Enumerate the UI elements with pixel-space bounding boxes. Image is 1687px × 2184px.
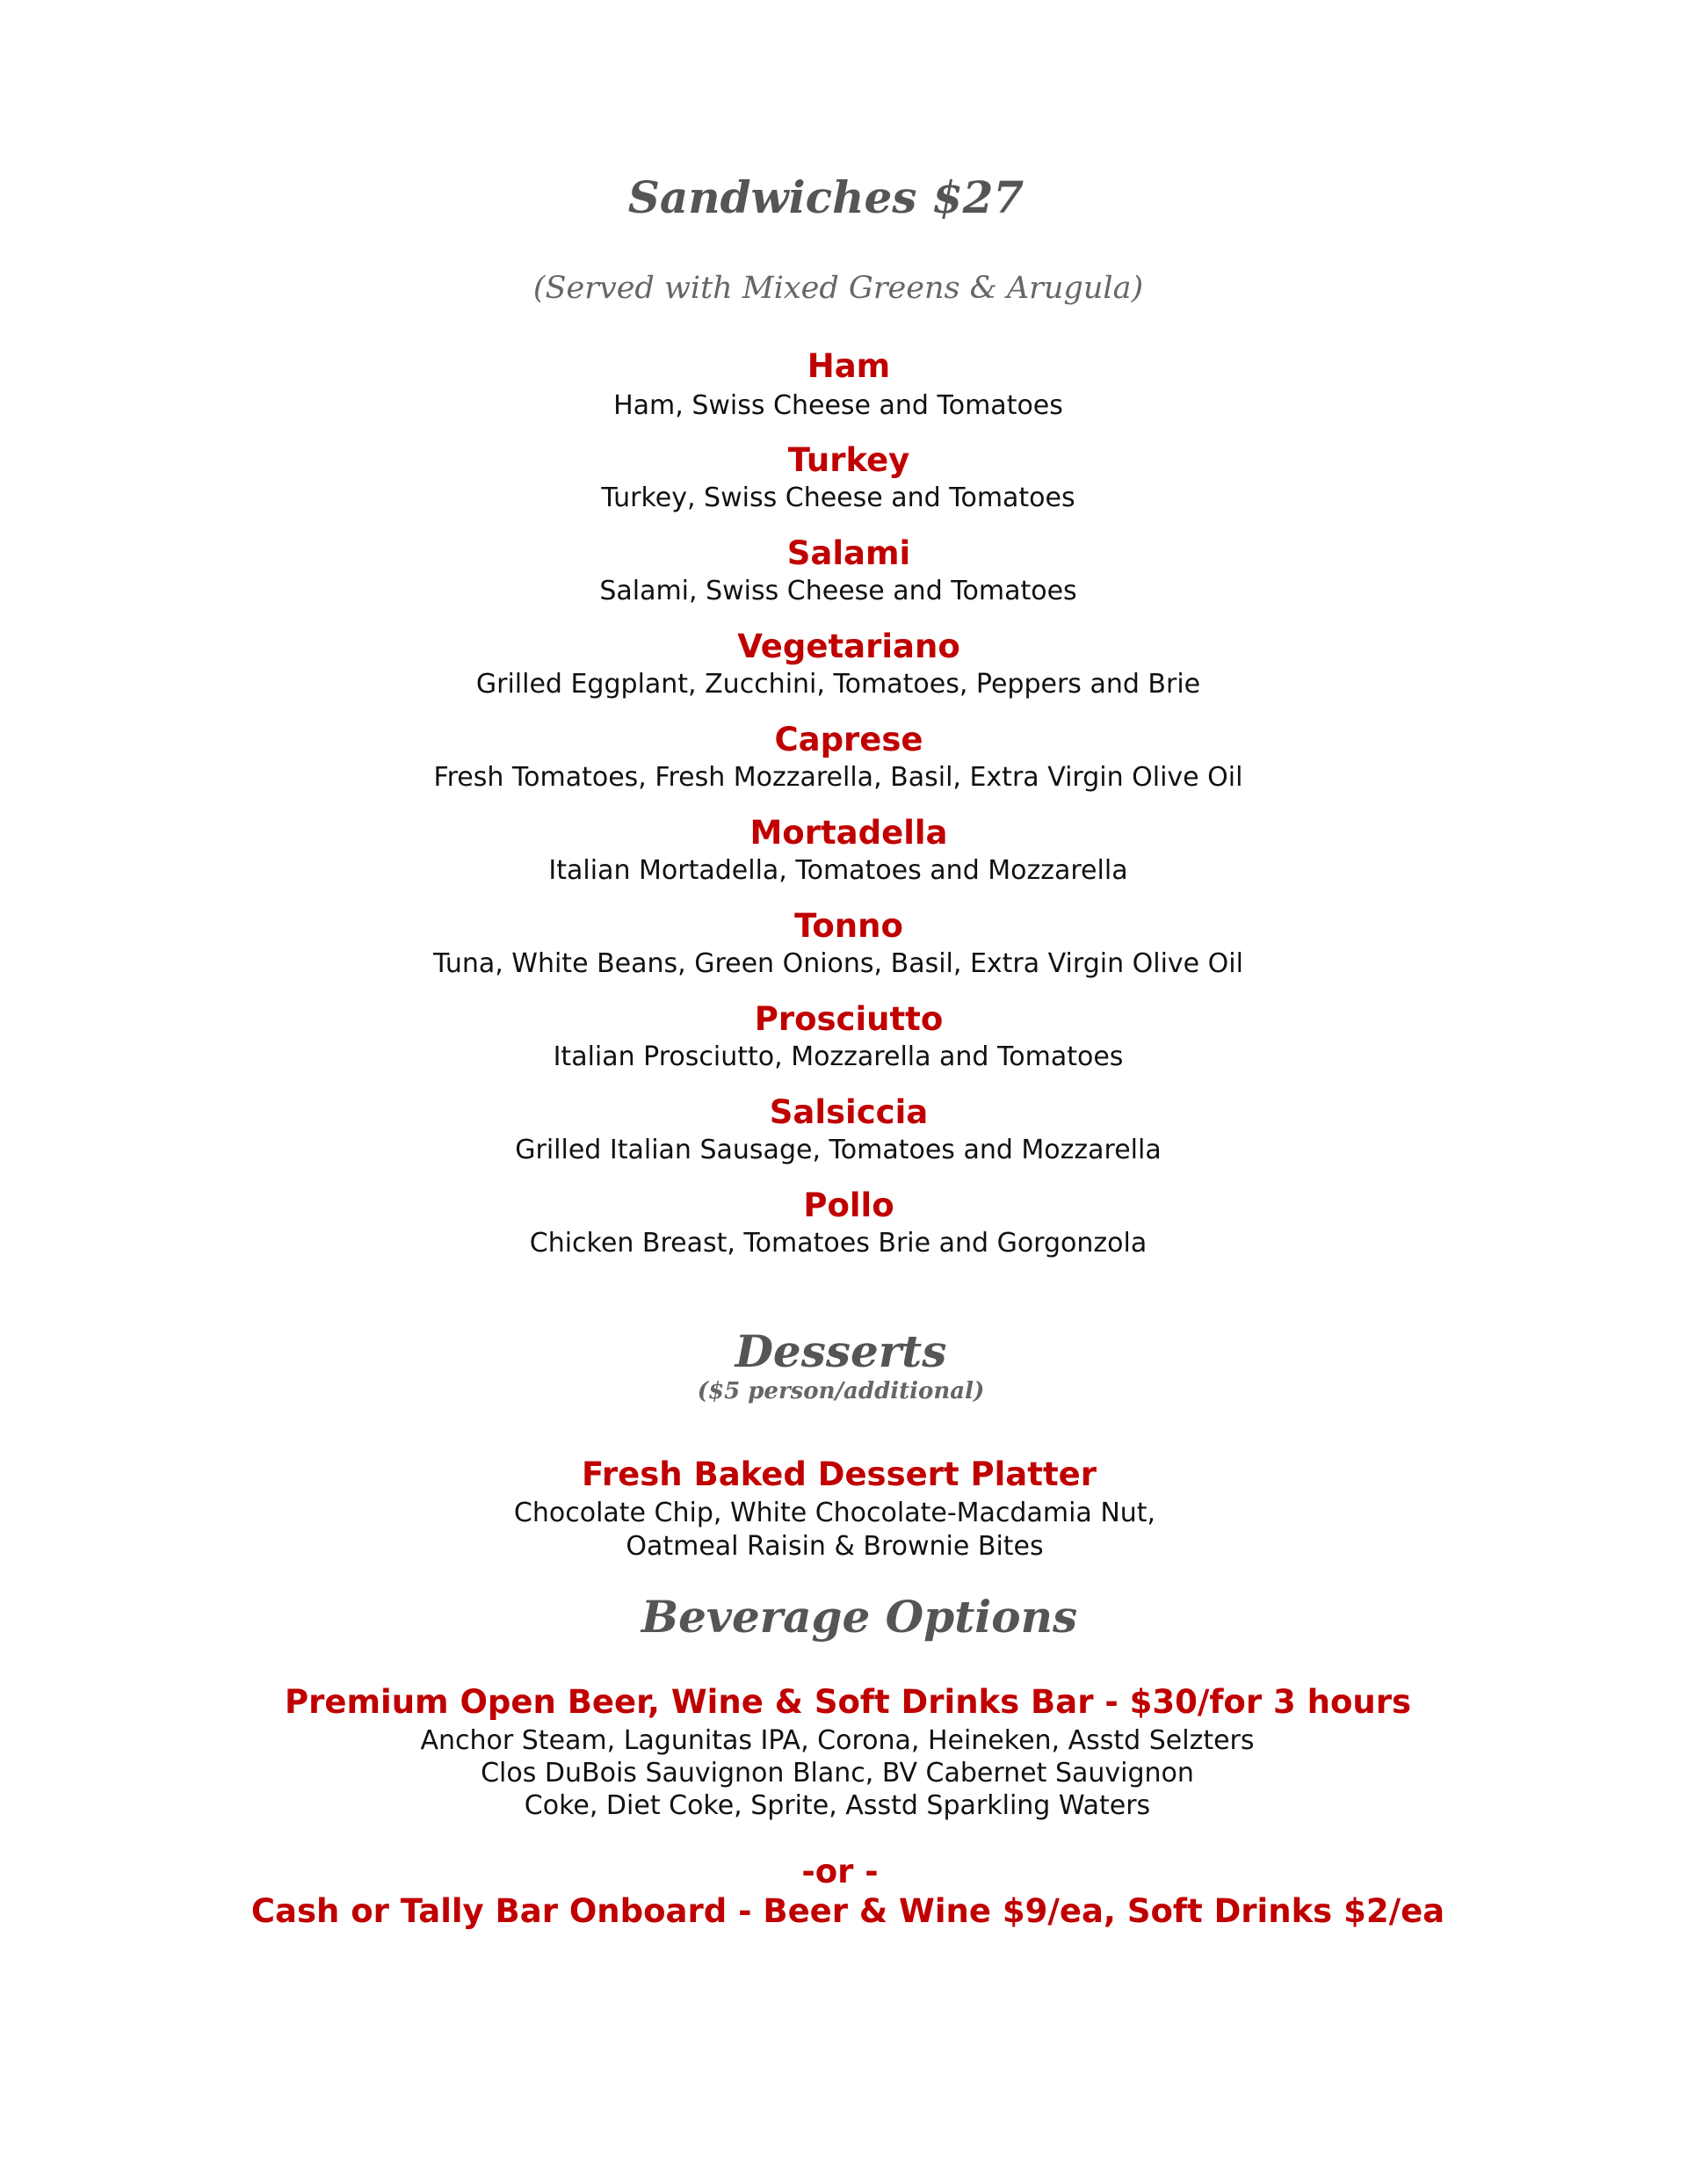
or-separator: -or -	[801, 1853, 879, 1890]
item-name: Pollo	[803, 1186, 894, 1224]
item-description-line: Chocolate Chip, White Chocolate-Macdamia Nut,	[513, 1498, 1156, 1528]
item-name: Salami	[786, 534, 911, 572]
premium-bar-line: Anchor Steam, Lagunitas IPA, Corona, Heineken, Asstd Selzters	[420, 1725, 1255, 1756]
item-name: Prosciutto	[754, 1000, 944, 1038]
item-name: Mortadella	[749, 814, 948, 852]
item-description-line: Oatmeal Raisin & Brownie Bites	[626, 1531, 1044, 1562]
item-description: Grilled Eggplant, Zucchini, Tomatoes, Peppers and Brie	[475, 669, 1201, 700]
beverage-title: Beverage Options	[641, 1591, 1078, 1643]
item-description: Tuna, White Beans, Green Onions, Basil, Extra Virgin Olive Oil	[433, 948, 1243, 979]
sandwiches-title: Sandwiches $27	[627, 171, 1025, 223]
item-name: Tonno	[794, 907, 903, 945]
item-description: Salami, Swiss Cheese and Tomatoes	[599, 576, 1077, 606]
desserts-note: ($5 person/additional)	[697, 1378, 985, 1404]
item-name: Vegetariano	[737, 628, 960, 665]
item-name: Caprese	[774, 721, 923, 758]
cash-bar-option: Cash or Tally Bar Onboard - Beer & Wine $9/ea, Soft Drinks $2/ea	[250, 1892, 1445, 1930]
item-name: Ham	[807, 347, 891, 385]
premium-bar-heading: Premium Open Beer, Wine & Soft Drinks Bar - $30/for 3 hours	[285, 1683, 1411, 1721]
desserts-title: Desserts	[735, 1325, 947, 1377]
item-description: Turkey, Swiss Cheese and Tomatoes	[601, 483, 1075, 513]
item-description: Ham, Swiss Cheese and Tomatoes	[613, 390, 1063, 421]
item-description: Grilled Italian Sausage, Tomatoes and Mozzarella	[515, 1135, 1162, 1165]
sandwiches-subtitle: (Served with Mixed Greens & Arugula)	[532, 271, 1144, 306]
item-description: Italian Prosciutto, Mozzarella and Tomatoes	[553, 1041, 1124, 1072]
item-name: Turkey	[787, 441, 910, 479]
item-description: Fresh Tomatoes, Fresh Mozzarella, Basil, Extra Virgin Olive Oil	[433, 762, 1243, 793]
premium-bar-line: Clos DuBois Sauvignon Blanc, BV Cabernet Sauvignon	[481, 1758, 1194, 1789]
item-name: Salsiccia	[769, 1093, 929, 1131]
item-description: Chicken Breast, Tomatoes Brie and Gorgonzola	[529, 1228, 1148, 1259]
item-name: Fresh Baked Dessert Platter	[582, 1455, 1097, 1493]
premium-bar-line: Coke, Diet Coke, Sprite, Asstd Sparkling Waters	[524, 1790, 1151, 1821]
item-description: Italian Mortadella, Tomatoes and Mozzarella	[548, 855, 1128, 886]
